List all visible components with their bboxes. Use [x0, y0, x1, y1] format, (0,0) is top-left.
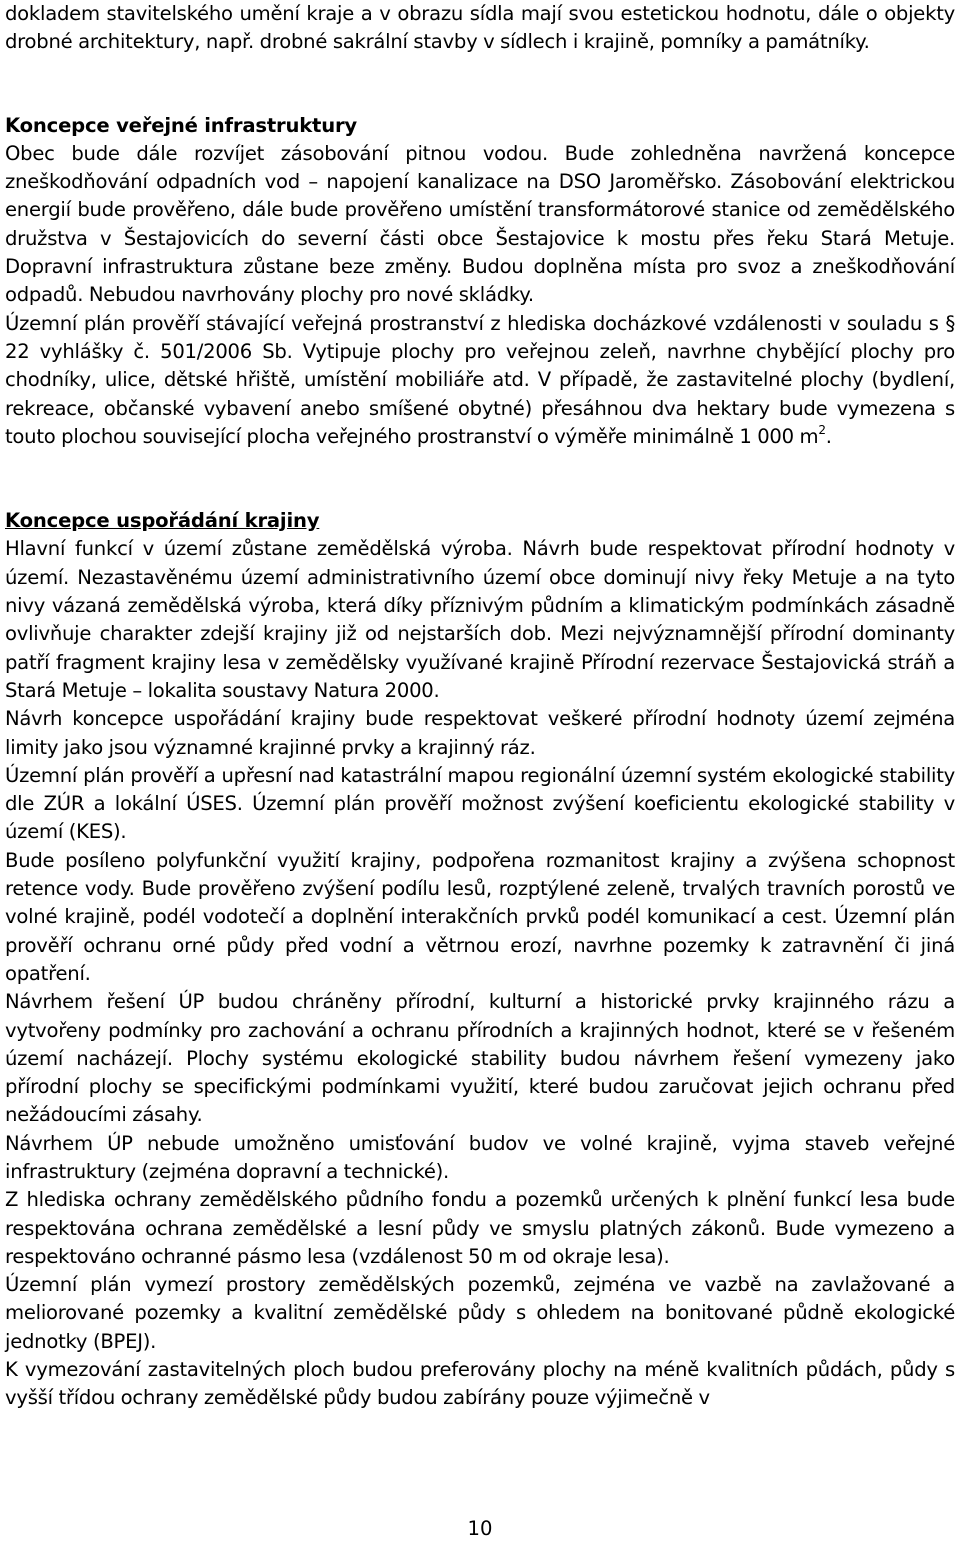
public-space-paragraph	[5, 310, 955, 451]
public-space-text: Územní plán prověří stávající veřejná prostranství z hlediska docházkové vzdálenosti v souladu s § 22 vyhlášky č. 501/2006 Sb. Vytipuje plochy pro veřejnou zeleň, navrhne chybějící plochy pro chodníky, ulice, dětské hřiště, umístění mobiliáře atd. V případě, že zastavitelné plochy (bydlení, rekreace, občanské vybavení anebo smíšené obytné) přesáhnou dva hektary bude vymezena s touto plochou související plocha veřejného prostranství o výměře minimálně 1 000 m	[5, 311, 955, 448]
spacer	[5, 57, 955, 112]
landscape-paragraph-8: Územní plán vymezí prostory zemědělských pozemků, zejména ve vazbě na zavlažované a meliorované pozemky a kvalitní zemědělské půdy s ohledem na bonitované půdně ekologické jednotky (BPEJ).	[5, 1273, 955, 1353]
heading-infrastructure: Koncepce veřejné infrastruktury	[5, 113, 357, 137]
landscape-paragraph-1: Hlavní funkcí v území zůstane zemědělská výroba. Návrh bude respektovat přírodní hodnoty v území. Nezastavěnému území administrativního území obce dominují nivy řeky Metuje a na tyto nivy vázaná zemědělská výroba, která díky příznivým půdním a klimatickým podmínkách zásadně ovlivňuje charakter zdejší krajiny již od nejstarších dob. Mezi nejvýznamnější přírodní dominanty patří fragment krajiny lesa v zemědělsky využívané krajině Přírodní rezervace Šestajovická stráň a Stará Metuje – lokalita soustavy Natura 2000.	[5, 537, 955, 702]
landscape-paragraph-3: Územní plán prověří a upřesní nad katastrální mapou regionální územní systém ekologické stability dle ZÚR a lokální ÚSES. Územní plán prověří možnost zvýšení koeficientu ekologické stability v území (KES).	[5, 763, 955, 844]
intro-paragraph: dokladem stavitelského umění kraje a v obrazu sídla mají svou estetickou hodnotu, dále o objekty drobné architektury, např. drobné sakrální stavby v sídlech i krajině, pomníky a památníky.	[5, 2, 955, 54]
document-page	[5, 0, 955, 1413]
infrastructure-paragraph: Obec bude dále rozvíjet zásobování pitnou vodou. Bude zohledněna navržená koncepce zneškodňování odpadních vod – napojení kanalizace na DSO Jaroměřsko. Zásobování elektrickou energií bude prověřeno, dále bude prověřeno umístění transformátorové stanice od zemědělského družstva v Šestajovicích do severní části obce Šestajovice k mostu přes řeku Stará Metuje. Dopravní infrastruktura zůstane beze změny. Budou doplněna místa pro svoz a zneškodňování odpadů. Nebudou navrhovány plochy pro nové skládky.	[5, 141, 955, 307]
landscape-paragraph-5: Návrhem řešení ÚP budou chráněny přírodní, kulturní a historické prvky krajinného rázu a vytvořeny podmínky pro zachování a ochranu přírodních a krajinných hodnot, které se v řešeném území nacházejí. Plochy systému ekologické stability budou návrhem řešení vymezeny jako přírodní plochy se specifickými podmínkami využití, které budou zaručovat jejich ochranu před nežádoucími zásahy.	[5, 990, 955, 1127]
page-number: 10	[467, 1517, 493, 1540]
spacer	[5, 451, 955, 507]
heading-landscape: Koncepce uspořádání krajiny	[5, 509, 320, 533]
superscript-2: 2	[818, 422, 826, 437]
landscape-paragraph-9: K vymezování zastavitelných ploch budou preferovány plochy na méně kvalitních půdách, půdy s vyšší třídou ochrany zemědělské půdy budou zabírány pouze výjimečně v	[5, 1358, 955, 1410]
landscape-paragraph-7: Z hlediska ochrany zemědělského půdního fondu a pozemků určených k plnění funkcí lesa bude respektována ochrana zemědělské a lesní půdy ve smyslu platných zákonů. Bude vymezeno a respektováno ochranné pásmo lesa (vzdálenost 50 m od okraje lesa).	[5, 1188, 955, 1268]
landscape-paragraph-2: Návrh koncepce uspořádání krajiny bude respektovat veškeré přírodní hodnoty území zejména limity jako jsou významné krajinné prvky a krajinný ráz.	[5, 707, 955, 759]
sentence-end: .	[825, 424, 832, 448]
landscape-paragraph-4: Bude posíleno polyfunkční využití krajiny, podpořena rozmanitost krajiny a zvýšena schopnost retence vody. Bude prověřeno zvýšení podílu lesů, rozptýlené zeleně, trvalých travních porostů ve volné krajině, podél vodotečí a doplnění interakčních prvků podél komunikací a cest. Územní plán prověří ochranu orné půdy před vodní a větrnou erozí, navrhne pozemky k zatravnění či jiná opatření.	[5, 848, 955, 985]
landscape-paragraph-6: Návrhem ÚP nebude umožněno umisťování budov ve volné krajině, vyjma staveb veřejné infrastruktury (zejména dopravní a technické).	[5, 1131, 955, 1183]
